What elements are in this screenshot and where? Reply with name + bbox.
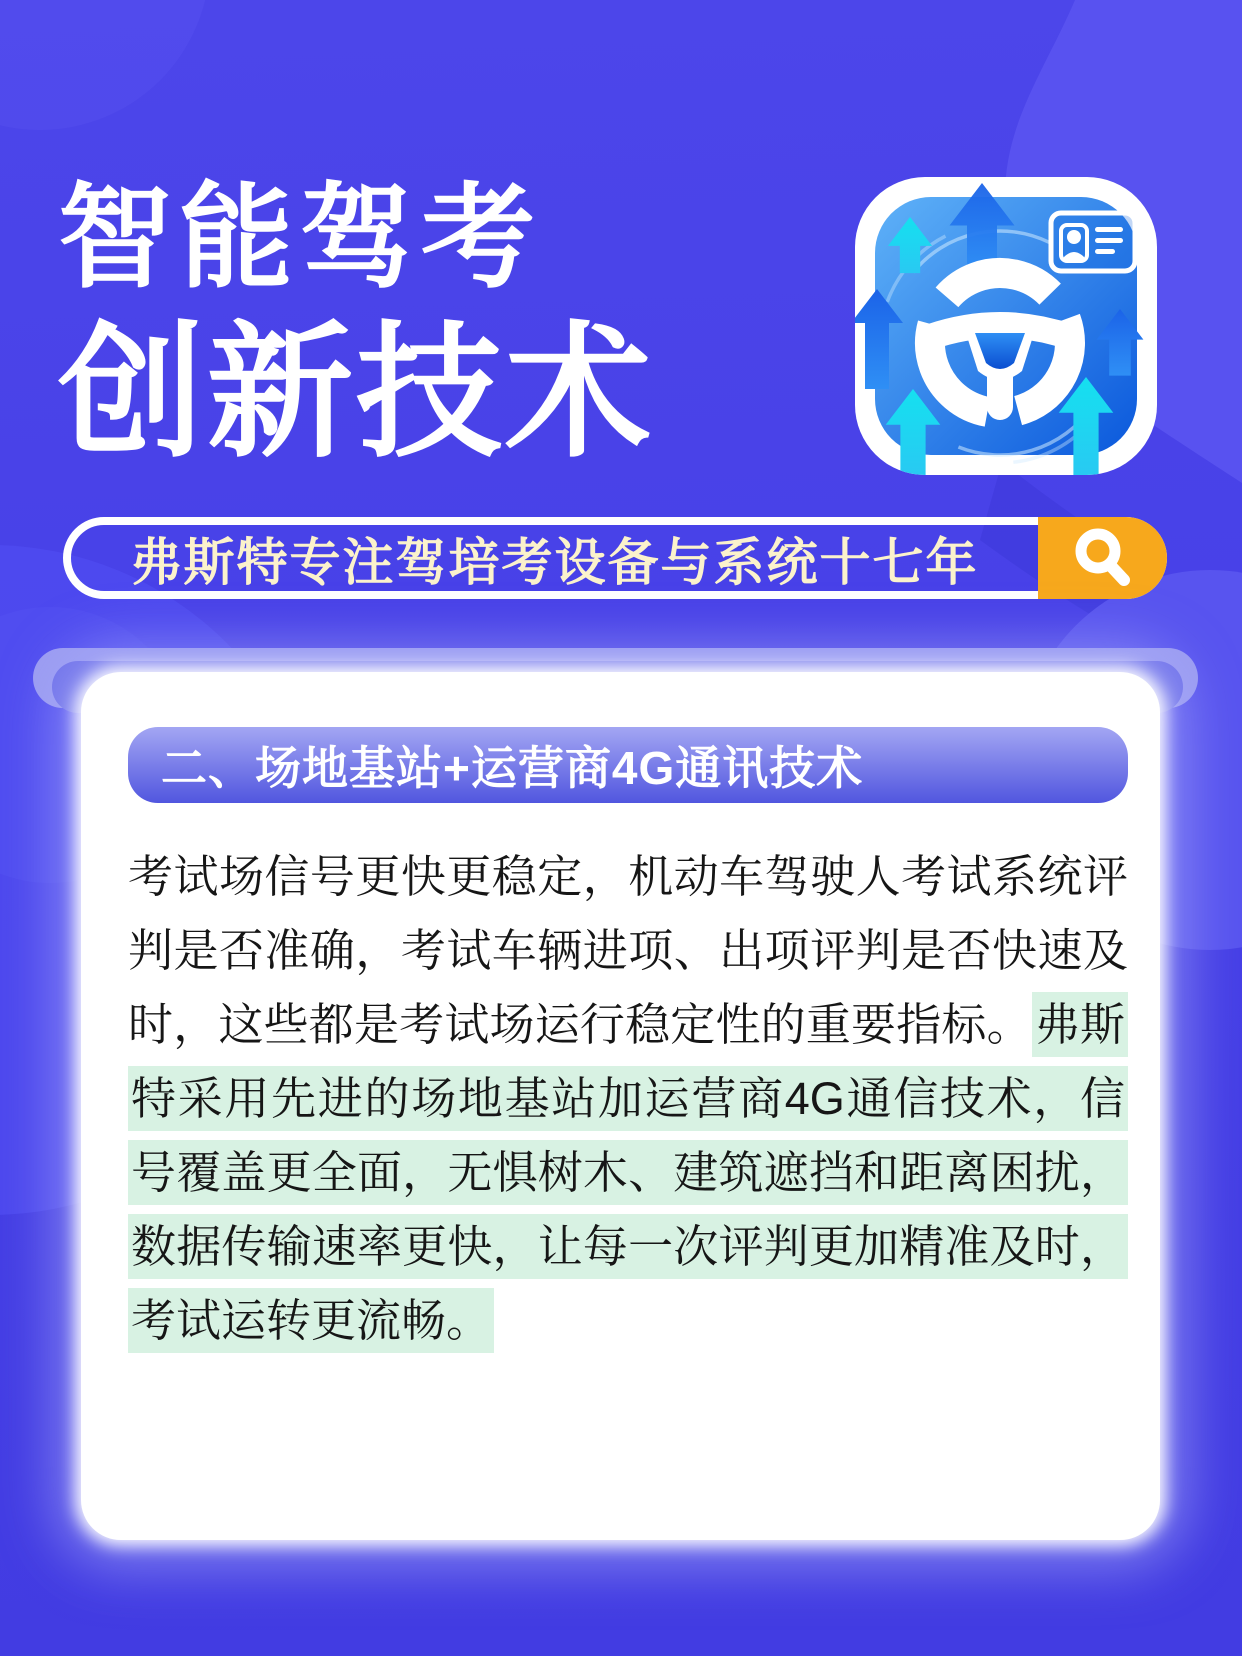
smart-driving-app-icon [855, 177, 1157, 475]
body-text-plain: 考试场信号更快更稳定，机动车驾驶人考试系统评判是否准确，考试车辆进项、出项评判是否快速及时，这些都是考试场运行稳定性的重要指标。 [128, 851, 1128, 1050]
slogan-banner [63, 517, 1167, 599]
driver-license-card-icon [1051, 213, 1135, 271]
page-title-line2: 创新技术 [58, 311, 654, 474]
body-text-highlighted: 弗斯特采用先进的场地基站加运营商4G通信技术，信号覆盖更全面，无惧树木、建筑遮挡和距离困扰，数据传输速率更快，让每一次评判更加精准及时，考试运转更流畅。 [128, 992, 1128, 1353]
body-paragraph [128, 840, 1128, 1358]
banner-text: 弗斯特专注驾培考设备与系统十七年 [130, 534, 979, 591]
section-header: 二、场地基站+运营商4G通讯技术 [128, 727, 1128, 803]
page-title-line1: 智能驾考 [58, 175, 543, 302]
magnifier-icon [1067, 522, 1139, 594]
content-card [81, 672, 1160, 1540]
search-button[interactable] [1038, 517, 1167, 599]
